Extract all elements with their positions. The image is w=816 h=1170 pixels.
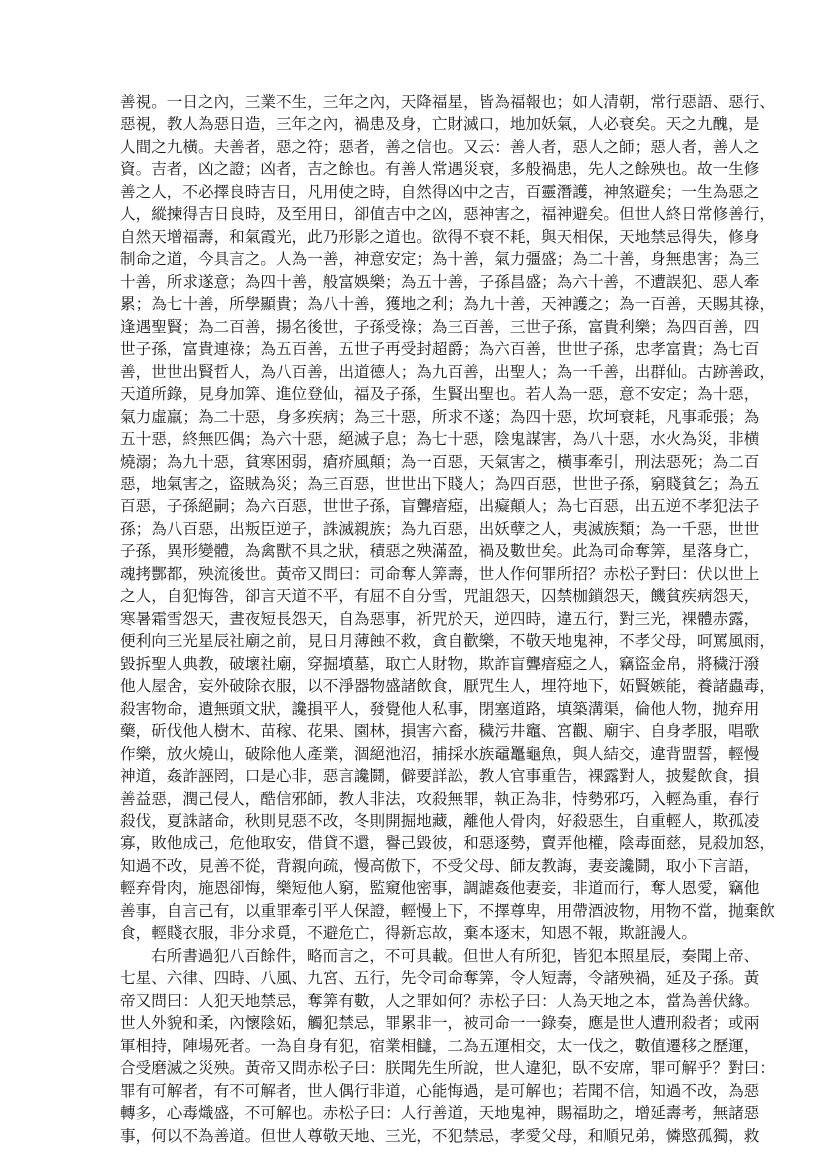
paragraph-end-line: 食，輕賤衣服，非分求覓，不避危亡，得新忘故，棄本逐末，知恩不報，欺誑謾人。 [120,924,697,943]
text-line: 神道，姦詐誣罔，口是心非，惡言讒鬪，僻要詳訟，教人官事重告，裸露對人，披髮飲食，損 [120,767,760,786]
text-line: 五十惡，終無匹偶；為六十惡，絕滅子息；為七十惡，陰鬼謀害，為八十惡，水火為災，非横 [120,430,760,449]
text-line: 殺害物命，遺無頭文狀，讒損平人，發覺他人私事，閉塞道路，填築溝渠，倫他人物，抛弃用 [120,699,760,718]
text-line: 善，世世出賢哲人，為八百善，出道德人；為九百善，出聖人；為一千善，出群仙。古跡善政， [120,362,775,381]
text-line: 七星、六律、四時、八風、九宮、五行，先令司命奪筭，令人短壽，令諸殃禍，延及子孫。黃 [120,969,760,988]
text-line: 罪有可解者，有不可解者，世人偶行非道，心能悔過，是可解也；若聞不信，知過不改，為惡 [120,1081,760,1100]
text-line: 之人，自犯悔咎，卻言天道不平，有屈不自分雪，咒詛怨天，囚禁枷鎖怨天，饑貧疾病怨天， [120,587,760,606]
text-line: 孫；為八百惡，出叛臣逆子，誅滅親族；為九百惡，出妖孽之人，夷滅族類；為一千惡，世世 [120,519,760,538]
paragraph-start-line: 右所書過犯八百餘件，略而言之，不可具載。但世人有所犯，皆犯本照星辰，奏聞上帝、 [151,946,760,965]
text-line [120,1147,700,1169]
text-line: 子孫，異形變體，為禽獸不具之狀，積惡之殃滿盈，禍及數世矣。此為司命奪筭，星落身亡， [120,542,760,561]
text-line: 合受磨滅之災殃。黃帝又問赤松子曰：朕聞先生所說，世人違犯，臥不安席，罪可解乎？對曰： [120,1059,775,1078]
text-line: 資。吉者，凶之證；凶者，吉之餘也。有善人常遇災衰，多般禍患，先人之餘殃也。故一生修 [120,160,760,179]
text-line: 藥，斫伐他人樹木、苗稼、花果、園林，損害六畜，穢污井竈、宮觀、廟宇、自身孝服，唱歌 [120,722,760,741]
text-line: 毀拆聖人典教，破壞社廟，穿掘墳墓，取亡人財物，欺詐盲聾瘖瘂之人，竊盜金帛，將穢汙潑 [120,654,760,673]
text-line: 人間之九橫。夫善者，惡之符；惡者，善之信也。又云：善人者，惡人之師；惡人者，善人之 [120,137,760,156]
text-line: 善視。一日之內，三業不生，三年之內，天降福星，皆為福報也；如人清朝，常行惡語、惡行、 [120,93,775,111]
text-line: 惡視，教人為惡日造，三年之內，禍患及身，亡財滅口，地加妖氣，人必衰矣。天之九醜，是 [120,115,760,134]
document-text-body [120,91,775,1170]
text-line: 輕弃骨肉，施恩卻悔，樂短他人窮，監窺他密事，調謔姦他妻妾，非道而行，奪人恩愛，竊他 [120,879,760,898]
text-line: 帝又問曰：人犯天地禁忌，奪筭有數，人之罪如何？赤松子曰：人為天地之本，當為善伏緣。 [120,991,760,1010]
text-line: 轉多，心毒熾盛，不可解也。赤松子曰：人行善道，天地鬼神，賜福助之，增延壽考，無諸惡 [120,1104,760,1123]
text-line: 作樂，放火燒山，破除他人產業，涸絕池沼，捕採水族黿鼉龜魚，與人結交，違背盟誓，輕慢 [120,744,760,763]
text-line: 燒溺；為九十惡，貧寒困弱，瘡疥風顛；為一百惡，天氣害之，橫事牽引，刑法惡死；為二百 [120,452,760,471]
text-line: 世子孫，富貴連祿；為五百善，五世子再受封超爵；為六百善，世世子孫，忠孝富貴；為七百 [120,340,760,359]
text-line: 軍相持，陣場死者。一為自身有犯，宿業相讎，二為五運相交，太一伐之，數值遷移之歷運， [120,1036,760,1055]
text-line: 惡，地氣害之，盜賊為災；為三百惡，世世出下賤人；為四百惡，世世子孫，窮賤貧乞；為五 [120,474,760,493]
text-line: 知過不改，見善不從，背親向疏，慢高傲下，不受父母、師友教誨，妻妾讒鬪，取小下言語， [120,856,760,875]
text-line: 制命之道，今具言之。人為一善，神意安定；為十善，氣力彊盛；為二十善，身無患害；為三 [120,250,760,269]
text-line: 善益惡，潤己侵人，酷信邪師，教人非法，攻殺無罪，執正為非，恃勢邪巧，入輕為重，春行 [120,789,760,808]
text-line: 累；為七十善，所學顯貴；為八十善，獲地之利；為九十善，天神護之；為一百善，天賜其祿， [120,295,775,314]
text-line: 氣力虛羸；為二十惡，身多疾病；為三十惡，所求不遂；為四十惡，坎坷衰耗，凡事乖張；為 [120,407,760,426]
text-line: 殺伐，夏誅諸命，秋則見惡不改，冬則開掘地藏，離他人骨肉，好殺惡生，自重輕人，欺孤凌 [120,812,760,830]
text-line: 他人屋舍，妄外破除衣服，以不淨器物盛諸飲食，厭咒生人，埋符地下，妬賢嫉能，養諸蟲毒， [120,677,775,696]
text-line: 天道所錄，見身加筭、進位登仙，福及子孫，生賢出聖也。若人為一惡，意不安定；為十惡， [120,385,760,404]
text-line: 魂拷酆都，殃流後世。黃帝又問曰：司命奪人筭壽，世人作何罪所招？赤松子對曰：伏以世上 [120,564,760,583]
text-line: 百惡，子孫絕嗣；為六百惡，世世子孫，盲聾瘖瘂，出癡顛人；為七百惡，出五逆不孝犯法子 [120,497,760,516]
text-line: 人，縱揀得吉日良時，及至用日，卻值吉中之凶，惡神害之，福神避矣。但世人終日常修善行， [120,205,775,224]
text-line: 寒暑霜雪怨天，晝夜短長怨天，自為惡事，祈咒於天，逆四時，違五行，對三光，裸體赤露， [120,609,760,628]
text-line: 寡，敗他成己，危他取安，借貸不還，譽己毀彼，和惡逐勢，賣弄他權，陰毒面慈，見殺加怒， [120,834,775,853]
text-line: 自然天增福壽，和氣霞光，此乃形影之道也。欲得不衰不耗，與天相保，天地禁忌得失，修身 [120,227,760,246]
text-line: 世人外貌和柔，內懷陰妬，觸犯禁忌，罪累非一，被司命一一錄奏，應是世人遭刑殺者；或兩 [120,1014,760,1033]
text-line: 便利向三光星辰社廟之前，見日月薄蝕不救，貪自歡樂，不敬天地鬼神，不孝父母，呵罵風雨， [120,632,775,651]
text-line: 善事，自言己有，以重罪牽引平人保證，輕慢上下，不擇尊卑，用帶酒波物，用物不當，抛棄飲 [120,901,775,920]
text-line: 善之人，不必擇良時吉日，凡用使之時，自然得凶中之吉，百靈潛護，神煞避矣；一生為惡之 [120,182,760,201]
text-line: 十善，所求遂意；為四十善，般富娛樂；為五十善，子孫昌盛；為六十善，不遭誤犯、惡人牽 [120,272,760,291]
text-line: 逢遇聖賢；為二百善，揚名後世，子孫受祿；為三百善，三世子孫，富貴利樂；為四百善，四 [120,317,760,336]
text-line: 事，何以不為善道。但世人尊敬天地、三光，不犯禁忌，孝愛父母，和順兄弟，憐愍孤獨，救 [120,1126,760,1145]
